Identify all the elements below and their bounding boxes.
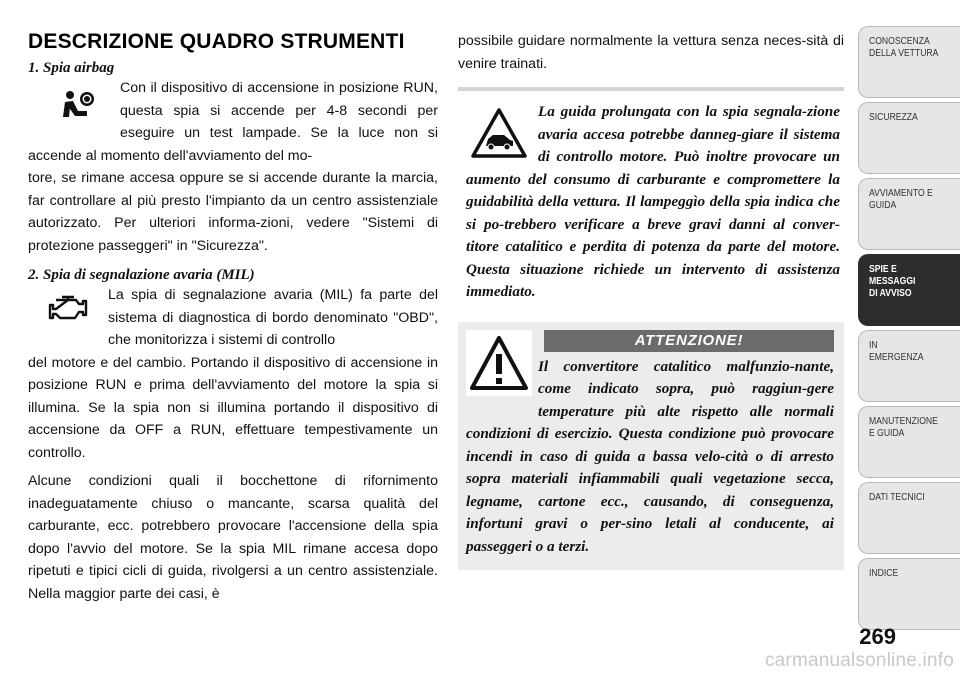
chapter-tab-label: SPIE E xyxy=(869,263,897,275)
chapter-tab-label: INDICE xyxy=(869,567,899,579)
chapter-tab-label: GUIDA xyxy=(869,199,897,211)
caution-block xyxy=(458,101,844,304)
divider xyxy=(458,87,844,91)
chapter-tab-label: MESSAGGI xyxy=(869,275,916,287)
car-caution-icon xyxy=(466,101,538,161)
chapter-tab-label: E GUIDA xyxy=(869,427,905,439)
chapter-tab-label: DI AVVISO xyxy=(869,287,912,299)
chapter-tab-label: EMERGENZA xyxy=(869,351,924,363)
chapter-tab-2[interactable] xyxy=(858,178,960,250)
right-column xyxy=(458,30,844,570)
item-airbag-text: tore, se rimane accesa oppure se si accende durante la marcia, far controllare al più presto l'impianto da un centro assistenziale autorizzato. Per ulteriori informa-zioni, vedere "Sistemi di protezione passeggeri" in "Sicurezza". xyxy=(28,170,438,254)
warning-text: Il convertitore catalitico malfunzio-nante, come indicato sopra, può raggiun-gere temperature più alte rispetto alle normali condizioni di esercizio. Questa condizione può provocare incendi in caso di guida a bassa velo-cità o di arresto sopra materiali infiammabili quali vegetazione secca, legname, cartone ecc., causando, di conseguenza, infortuni gravi o per-sino letali al conducente, ai passeggeri o a terzi. xyxy=(466,357,834,555)
chapter-tab-3[interactable] xyxy=(858,254,960,326)
watermark: carmanualsonline.info xyxy=(764,650,954,671)
paragraph-fuel-cap: Alcune condizioni quali il bocchettone di rifornimento inadeguatamente chiuso o mancante, scarsa qualità del carburante, ecc. potrebbero provocare l'accensione della spia dopo l'avvio del motore. Se la spia MIL rimane accesa dopo ripetuti e tipici cicli di guida, rivolgersi a un centro assistenziale. Nella maggior parte dei casi, è xyxy=(28,473,438,602)
chapter-tab-7[interactable] xyxy=(858,558,960,630)
chapter-tab-label: DATI TECNICI xyxy=(869,491,925,503)
chapter-tab-label: IN xyxy=(869,339,878,351)
chapter-tab-1[interactable] xyxy=(858,102,960,174)
engine-icon xyxy=(28,284,108,338)
chapter-tab-5[interactable] xyxy=(858,406,960,478)
page-title: DESCRIZIONE QUADRO STRUMENTI xyxy=(28,30,405,53)
chapter-tab-0[interactable] xyxy=(858,26,960,98)
item-mil-text-indented: La spia di segnalazione avaria (MIL) fa parte del sistema di diagnostica di bordo denominato "OBD", che monitorizza i sistemi di controllo xyxy=(108,287,438,348)
page-number: 269 xyxy=(859,624,896,649)
warning-label: ATTENZIONE! xyxy=(544,330,834,352)
chapter-tabs xyxy=(858,26,960,634)
chapter-tab-6[interactable] xyxy=(858,482,960,554)
paragraph-continuation: possibile guidare normalmente la vettura senza neces-sità di venire trainati. xyxy=(458,33,844,72)
airbag-icon xyxy=(28,77,120,131)
item-mil-text: del motore e del cambio. Portando il dispositivo di accensione in posizione RUN e prima dell'avviamento del motore la spia si illumina. Se la spia non si illumina portando il dispositivo di accensione da OFF a RUN, effettuare tempestivamente un controllo. xyxy=(28,354,438,461)
item-mil-heading: 2. Spia di segnalazione avaria (MIL) xyxy=(28,267,255,283)
warning-triangle-icon xyxy=(466,330,538,402)
chapter-tab-label: DELLA VETTURA xyxy=(869,47,939,59)
item-airbag-text-indented: Con il dispositivo di accensione in posizione RUN, questa spia si accende per 4-8 secondi per eseguire un test lampade. Se la luce non si accende al momento dell'avviamento del mo- xyxy=(28,80,438,164)
item-airbag-heading: 1. Spia airbag xyxy=(28,60,115,76)
chapter-tab-label: CONOSCENZA xyxy=(869,35,930,47)
chapter-tab-label: MANUTENZIONE xyxy=(869,415,938,427)
caution-text: La guida prolungata con la spia segnala-zione avaria accesa potrebbe danneg-giare il sistema di controllo motore. Può inoltre provocare un aumento del consumo di carburante e compromettere la guidabilità della vettura. Il lampeggìo della spia indica che si po-trebbero verificare a breve gravi danni al conver-titore catalitico e perdita di potenza da parte del motore. Questa situazione richiede un intervento di assistenza immediato. xyxy=(466,103,840,300)
warning-box xyxy=(458,322,844,571)
chapter-tab-4[interactable] xyxy=(858,330,960,402)
chapter-tab-label: SICUREZZA xyxy=(869,111,918,123)
left-column xyxy=(28,30,438,605)
chapter-tab-label: AVVIAMENTO E xyxy=(869,187,933,199)
